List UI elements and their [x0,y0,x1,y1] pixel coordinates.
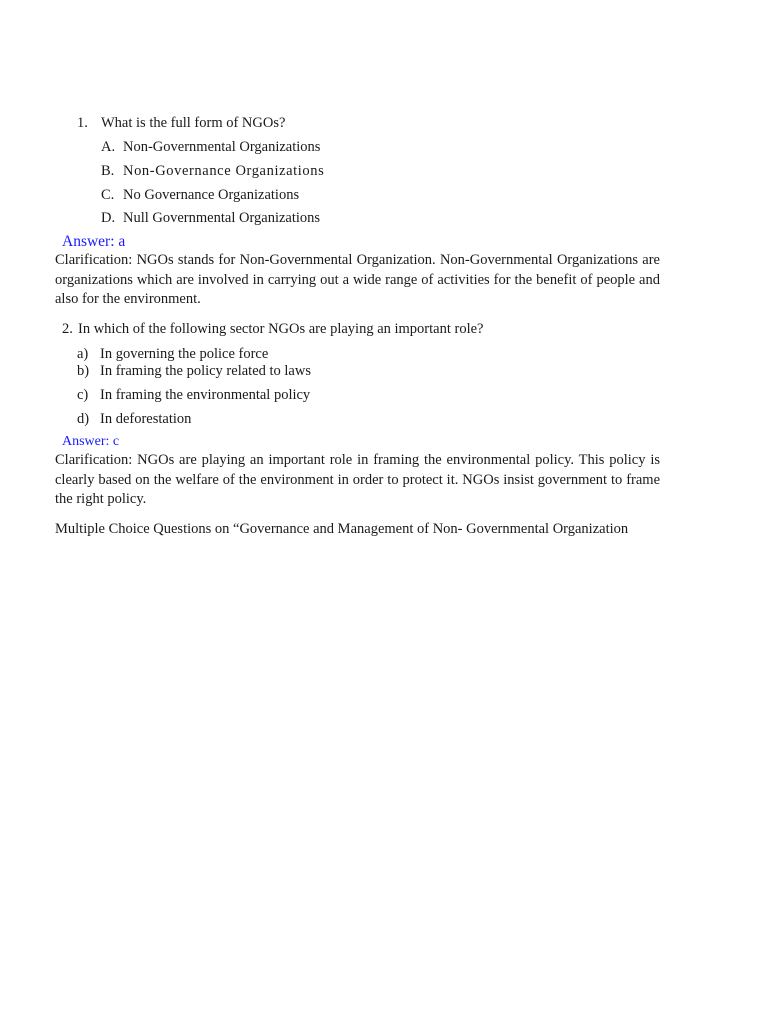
question-2-number: 2. [62,321,73,337]
question-2-text: In which of the following sector NGOs are playing an important role? [78,321,484,337]
section-heading: Multiple Choice Questions on “Governance and Management of Non- Governmental Organization [55,521,629,537]
question-2-option-b-letter: b) [77,363,90,379]
question-1-option-b-text: Non-Governance Organizations [123,163,325,179]
question-1-option-a-letter: A. [101,139,116,155]
question-1-option-d-letter: D. [101,210,116,226]
question-1-option-d-text: Null Governmental Organizations [123,210,321,226]
question-2-option-c-letter: c) [77,387,89,403]
question-2-option-b-text: In framing the policy related to laws [100,363,311,379]
question-1-option-a-text: Non-Governmental Organizations [123,139,321,155]
question-2-option-d-letter: d) [77,411,90,427]
question-1-number: 1. [77,115,88,131]
question-1-option-c-text: No Governance Organizations [123,187,300,203]
question-2-option-a-letter: a) [77,346,89,362]
question-1-option-c-letter: C. [101,187,115,203]
question-2-option-c-text: In framing the environmental policy [100,387,311,403]
question-2-option-d-text: In deforestation [100,411,192,427]
question-2-answer: Answer: c [62,434,120,449]
question-2-option-a-text: In governing the police force [100,346,269,362]
question-1-text: What is the full form of NGOs? [101,115,286,131]
question-1-option-b-letter: B. [101,163,115,179]
question-1-clarification: Clarification: NGOs stands for Non-Governmental Organization. Non-Governmental Organizations are organizations which are involved in carrying out a wide range of activities for the benefit of people and also for the environment. [55,252,660,307]
question-2-clarification: Clarification: NGOs are playing an important role in framing the environmental policy. This policy is clearly based on the welfare of the environment in order to protect it. NGOs insist government to frame the right policy. [55,452,660,507]
question-1-answer: Answer: a [62,233,126,250]
